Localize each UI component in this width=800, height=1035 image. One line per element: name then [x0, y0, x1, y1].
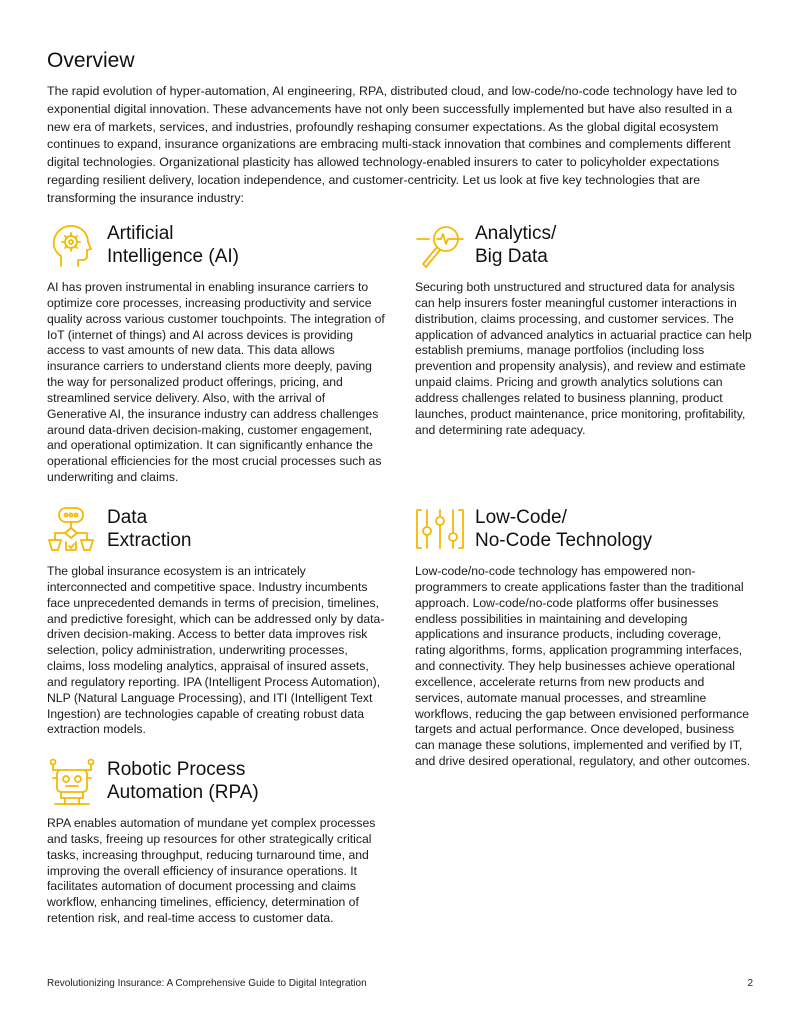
section-title-analytics — [475, 222, 556, 268]
section-title-data-extraction — [107, 506, 191, 552]
section-rpa — [47, 758, 387, 927]
title-line: Data — [107, 507, 148, 528]
section-low-code — [415, 506, 755, 770]
title-line: Low-Code/ — [475, 507, 567, 528]
data-extraction-icon — [47, 506, 97, 556]
intro-paragraph: The rapid evolution of hyper-automation, AI engineering, RPA, distributed cloud, and low-code/no-code technology have led to exponential digital innovation. These advancements have not only been successfully implemented but have also resulted in a new era of markets, services, and industries, profoundly reshaping consumer expectations. As the global digital ecosystem continues to expand, insurance organizations are embracing multi-stack innovation that combines and complements different digital technologies. Organizational plasticity has allowed technology-enabled insurers to cater to policyholder expectations regarding resilient delivery, location independence, and customer-centricity. Let us look at five key technologies that are transforming the insurance industry: — [47, 84, 737, 205]
ai-head-icon — [47, 222, 97, 272]
title-line: Artificial — [107, 223, 174, 244]
section-title-rpa — [107, 758, 259, 804]
title-line: Automation (RPA) — [107, 782, 259, 803]
analytics-magnifier-icon — [415, 222, 465, 272]
sliders-icon — [415, 506, 465, 556]
section-body-rpa: RPA enables automation of mundane yet complex processes and tasks, freeing up resources for other strategically critical tasks, increasing throughput, reducing turnaround time, and improving the overall efficiency of insurance operations. It facilitates automation of document processing and claims workflow, enhancing timelines, efficiency, determination of retention risk, and real-time access to customer data. — [47, 816, 376, 926]
title-line: Intelligence (AI) — [107, 246, 240, 267]
section-analytics — [415, 222, 755, 438]
section-data-extraction — [47, 506, 387, 738]
section-title-ai — [107, 222, 239, 268]
title-line: Analytics/ — [475, 223, 557, 244]
title-line: Extraction — [107, 530, 192, 551]
robot-icon — [47, 758, 97, 808]
footer-title: Revolutionizing Insurance: A Comprehensive Guide to Digital Integration — [47, 978, 367, 989]
title-line: No-Code Technology — [475, 530, 653, 551]
section-body-ai: AI has proven instrumental in enabling insurance carriers to optimize core processes, increasing productivity and service quality across various customer touchpoints. The integration of IoT (internet of things) and AI across devices is providing access to vast amounts of new data. This data allows insurance carriers to understand clients more deeply, paving the way for personalized product offerings, pricing, and streamlined service delivery. Also, with the arrival of Generative AI, the insurance industry can address challenges around data-driven decision-making, customer engagement, and operational optimization. It can significantly enhance the operational efficiencies for the most crucial processes such as underwriting and claims. — [47, 280, 385, 485]
section-body-low-code: Low-code/no-code technology has empowered non-programmers to create applications faster than the traditional approach. Low-code/no-code platforms offer businesses endless possibilities in maintaining and developing applications and insurance products, including coverage, rating algorithms, forms, application programming interfaces, and connectivity. They help businesses achieve operational excellence, accelerate returns from new products and services, automate manual processes, and streamline workflows, reducing the gap between envisioned performance targets and actual performance. Once developed, business can manage these solutions, implemented and verified by IT, and drive desired operational, regulatory, and other outcomes. — [415, 564, 751, 769]
title-line: Big Data — [475, 246, 548, 267]
page-title: Overview — [47, 49, 135, 72]
section-body-data-extraction: The global insurance ecosystem is an intricately interconnected and competitive space. Industry incumbents face unprecedented demands in terms of precision, timelines, and predictive foresight, which can be addressed only by data-driven decision-making. Access to better data improves risk selection, policy administration, underwriting processes, claims, loss modeling analytics, appraisal of insured assets, and regulatory reporting. IPA (Intelligent Process Automation), NLP (Natural Language Processing), and ITI (Intelligent Text Ingestion) are technologies capable of creating robust data extraction models. — [47, 564, 385, 737]
section-body-analytics: Securing both unstructured and structured data for analysis can help insurers foster meaningful customer interactions in distribution, claims processing, and customer services. The application of advanced analytics in actuarial practice can help establish premiums, manage portfolios (including loss prevention and propensity analysis), and review and estimate unpaid claims. Pricing and growth analytics solutions can address challenges related to business planning, product launches, product maintenance, price monitoring, profitability, and determining rate adequacy. — [415, 280, 752, 437]
page-number: 2 — [747, 978, 753, 989]
section-title-low-code — [475, 506, 652, 552]
title-line: Robotic Process — [107, 759, 246, 780]
section-ai — [47, 222, 387, 486]
